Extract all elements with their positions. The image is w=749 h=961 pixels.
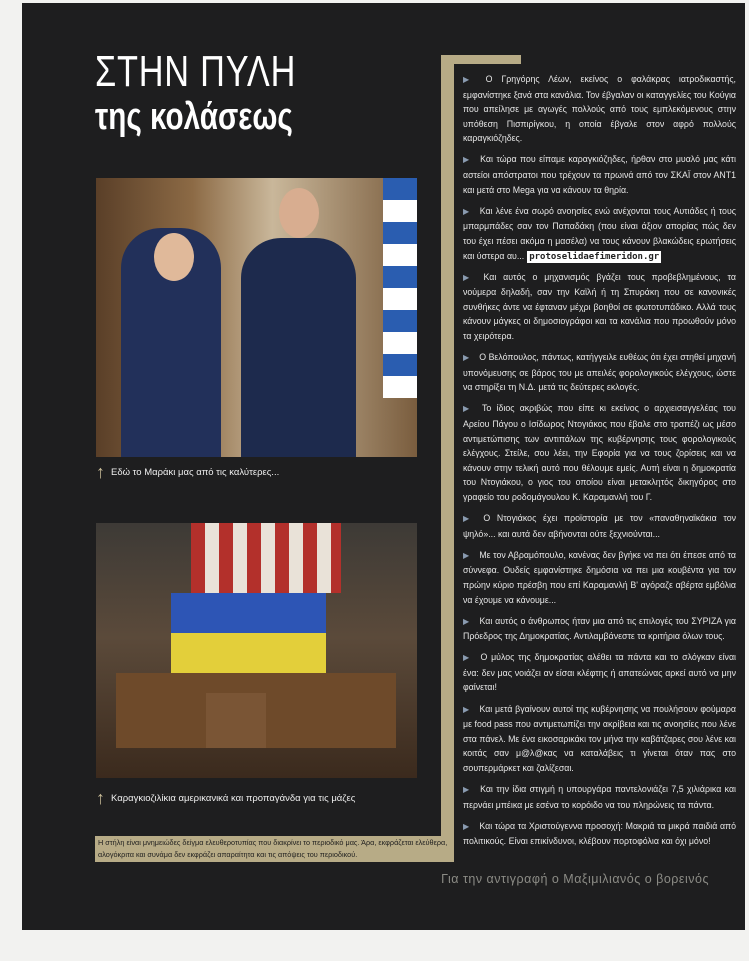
article-paragraph (463, 511, 736, 541)
paragraph-text: Και αυτός ο άνθρωπος ήταν μια από τις επιλογές του ΣΥΡΙΖΑ για Πρόεδρος της Δημοκρατίας. Αντιλαμβάνεστε τα κριτήρια όλων τους. (463, 615, 736, 642)
paragraph-text: Και αυτός ο μηχανισμός βγάζει τους προβεβλημένους, τα νούμερα δηλαδή, σαν την Καϊλή ή τη Σπυράκη που σε κανονικές συνθήκες άντε να έφταναν μέχρι βοηθοί σε φωτοτυπάδικο. Αλλά τους κάνουν μάγκες οι δημοσιογράφοι και τα κανάλια που προωθούν μόνο τα χειρότερα. (463, 271, 736, 341)
bullet-icon: ▶ (463, 75, 476, 84)
article-paragraph (463, 702, 736, 776)
headline-line2: της κολάσεως (95, 96, 293, 138)
bullet-icon: ▶ (463, 653, 471, 663)
paragraph-text: Και την ίδια στιγμή η υπουργάρα παντελονιάζει 7,5 χιλιάρικα και περνάει μπέικα με εσένα το κορόιδο να του πληρώνεις τα πάντα. (463, 784, 737, 810)
disclaimer-note: Η στήλη είναι μνημειώδες δείγμα ελευθεροτυπίας που διακρίνει το περιοδικό μας. Άρα, εκφράζεται ελεύθερα, αλογόκριτα και συνάμα δεν εκφράζει απαραίτητα και τις απόψεις του περιοδικού. (95, 836, 452, 862)
bullet-icon: ▶ (463, 785, 471, 795)
bullet-icon: ▶ (463, 821, 470, 831)
gold-frame-top (441, 55, 521, 64)
article-paragraph (463, 152, 736, 197)
paragraph-text: Και τώρα που είπαμε καραγκιόζηδες, ήρθαν στο μυαλό μας κάτι αστείοι απόστρατοι που τρέχουν τα πρωινά από τον ΣΚΑΪ στον ΑΝΤ1 και μετά στο Mega για να κάνουν τα θηρία. (463, 154, 736, 195)
bullet-icon: ▶ (463, 353, 470, 363)
gold-frame (441, 55, 454, 862)
paragraph-text: Ο μύλος της δημοκρατίας αλέθει τα πάντα και το σλόγκαν είναι ένα: δεν μας νοιάζει αν είσαι κλέφτης ή απατεώνας αρκεί αυτό να μην φαίνεται! (463, 652, 736, 693)
article-column (463, 72, 736, 855)
arrow-up-icon: ↑ (96, 788, 105, 808)
bullet-icon: ▶ (463, 155, 471, 165)
article-paragraph (463, 270, 736, 344)
article-paragraph (463, 548, 736, 607)
caption-1 (96, 462, 279, 483)
article-paragraph (463, 650, 736, 695)
paragraph-text: Το ίδιος ακριβώς που είπε κι εκείνος ο αρχιεισαγγελέας του Αρείου Πάγου ο Ισίδωρος Ντογιάκος που έβαλε στο τραπέζι ως μέσο αντιμετώπισης των αντιπάλων της κυβέρνησης τους φορολογικούς ελέγχους. Στείλε, σου λέει, την Εφορία για να τους ζορίσεις και να κάνουν στην τελική αυτό που θέλουμε εμείς. Αυτή είναι η δημοκρατία του Ντογιάκου, ο γιος του οποίου είναι μετακλητός δικηγόρος στο γραφείο του ροδομάγουλου Κ. Καραμανλή του Γ. (463, 403, 736, 502)
bullet-icon: ▶ (463, 272, 474, 282)
paragraph-text: Και τώρα τα Χριστούγεννα προσοχή: Μακριά τα μικρά παιδιά από πολιτικούς. Είναι επικίνδυνοι, κλέβουν πορτοφόλια και όχι μόνο! (463, 820, 736, 847)
paragraph-text: Ο Ντογιάκος έχει προϊστορία με τον «παναθηναϊκάκια τον ψηλό»... και αυτά δεν αβήνονται ούτε ξεχνιούνται... (463, 513, 736, 539)
bullet-icon: ▶ (463, 616, 470, 626)
caption-text: Εδώ το Μαράκι μας από τις καλύτερες... (111, 467, 280, 478)
bullet-icon: ▶ (463, 206, 470, 216)
watermark: protoselidaefimeridon.gr (529, 251, 660, 262)
paragraph-text: Και μετά βγαίνουν αυτοί της κυβέρνησης να πουλήσουν φούμαρα με food pass που αντιμετωπίζει την ακρίβεια και τις ανοησίες που λένε στα πάνελ. Με ένα εικοσαρικάκι τον μήνα την καβάτζαρες σου λένε και κοιτάς σαν μ@λ@κας να καταλάβεις τι γίνεται όταν πας στο σουπερμάρκετ και ζαλίζεσαι. (463, 703, 736, 773)
bullet-icon: ▶ (463, 550, 470, 560)
photo-congress (96, 523, 417, 778)
bullet-icon: ▶ (463, 704, 470, 714)
caption-text: Καραγκιοζιλίκια αμερικανικά και προπαγάνδα για τις μάζες (111, 793, 356, 804)
bullet-icon: ▶ (463, 514, 474, 524)
article-paragraph (463, 782, 736, 812)
paragraph-text: Με τον Αβραμόπουλο, κανένας δεν βγήκε να πει ότι έπεσε από τα σύννεφα. Ουδείς εμφανίστηκε δημόσια να πει μια κουβέντα για τον πρώην κύριο πρέσβη που επί Καραμανλή Β' αγόραζε αβέρτα εμβόλια να έχουμε να κάνουμε... (463, 549, 737, 605)
bullet-icon: ▶ (463, 404, 472, 414)
paragraph-text: Και λένε ένα σωρό ανοησίες ενώ ανέχονται τους Αυτιάδες ή τους μπαρμπάδες σαν τον Παπαδάκη (που είναι άξιον απορίας πώς δεν του έχει πέσει ακόμα η μασέλα) να τους κάνουν βλακώδεις ερωτήσεις και ύστερα αυ... (463, 205, 736, 261)
article-paragraph (463, 72, 736, 146)
headline-line1: ΣΤΗΝ ΠΥΛΗ (95, 47, 297, 96)
paragraph-text: Ο Βελόπουλος, πάντως, κατήγγειλε ευθέως ότι έχει στηθεί μηχανή υπονόμευσης σε βάρος του με απειλές φορολογικούς ελέγχους, ώστε να στηρίξει τη Ν.Δ. μετά τις δεύτερες εκλογές. (463, 352, 737, 393)
photo-minister-and-woman (96, 178, 417, 457)
article-paragraph (463, 350, 736, 395)
paragraph-text: Ο Γρηγόρης Λέων, εκείνος ο φαλάκρας ιατροδικαστής, εμφανίστηκε ξανά στα κανάλια. Τον έβγαλαν οι καταγγελίες του Κούγια που απείλησε με αγωγές πολλούς από τους εμπλεκόμενους στην υπόθεση Πισπιρίγκου, η οποία έβγαλε στον αφρό πολλούς καραγκιόζηδες. (463, 74, 737, 144)
article-paragraph (463, 401, 736, 504)
article-paragraph (463, 819, 736, 849)
footer-credit: Για την αντιγραφή ο Μαξιμιλιανός ο βορεινός (441, 872, 709, 886)
caption-2 (96, 788, 355, 809)
article-paragraph (463, 204, 736, 263)
article-paragraph (463, 614, 736, 644)
arrow-up-icon: ↑ (96, 462, 105, 482)
